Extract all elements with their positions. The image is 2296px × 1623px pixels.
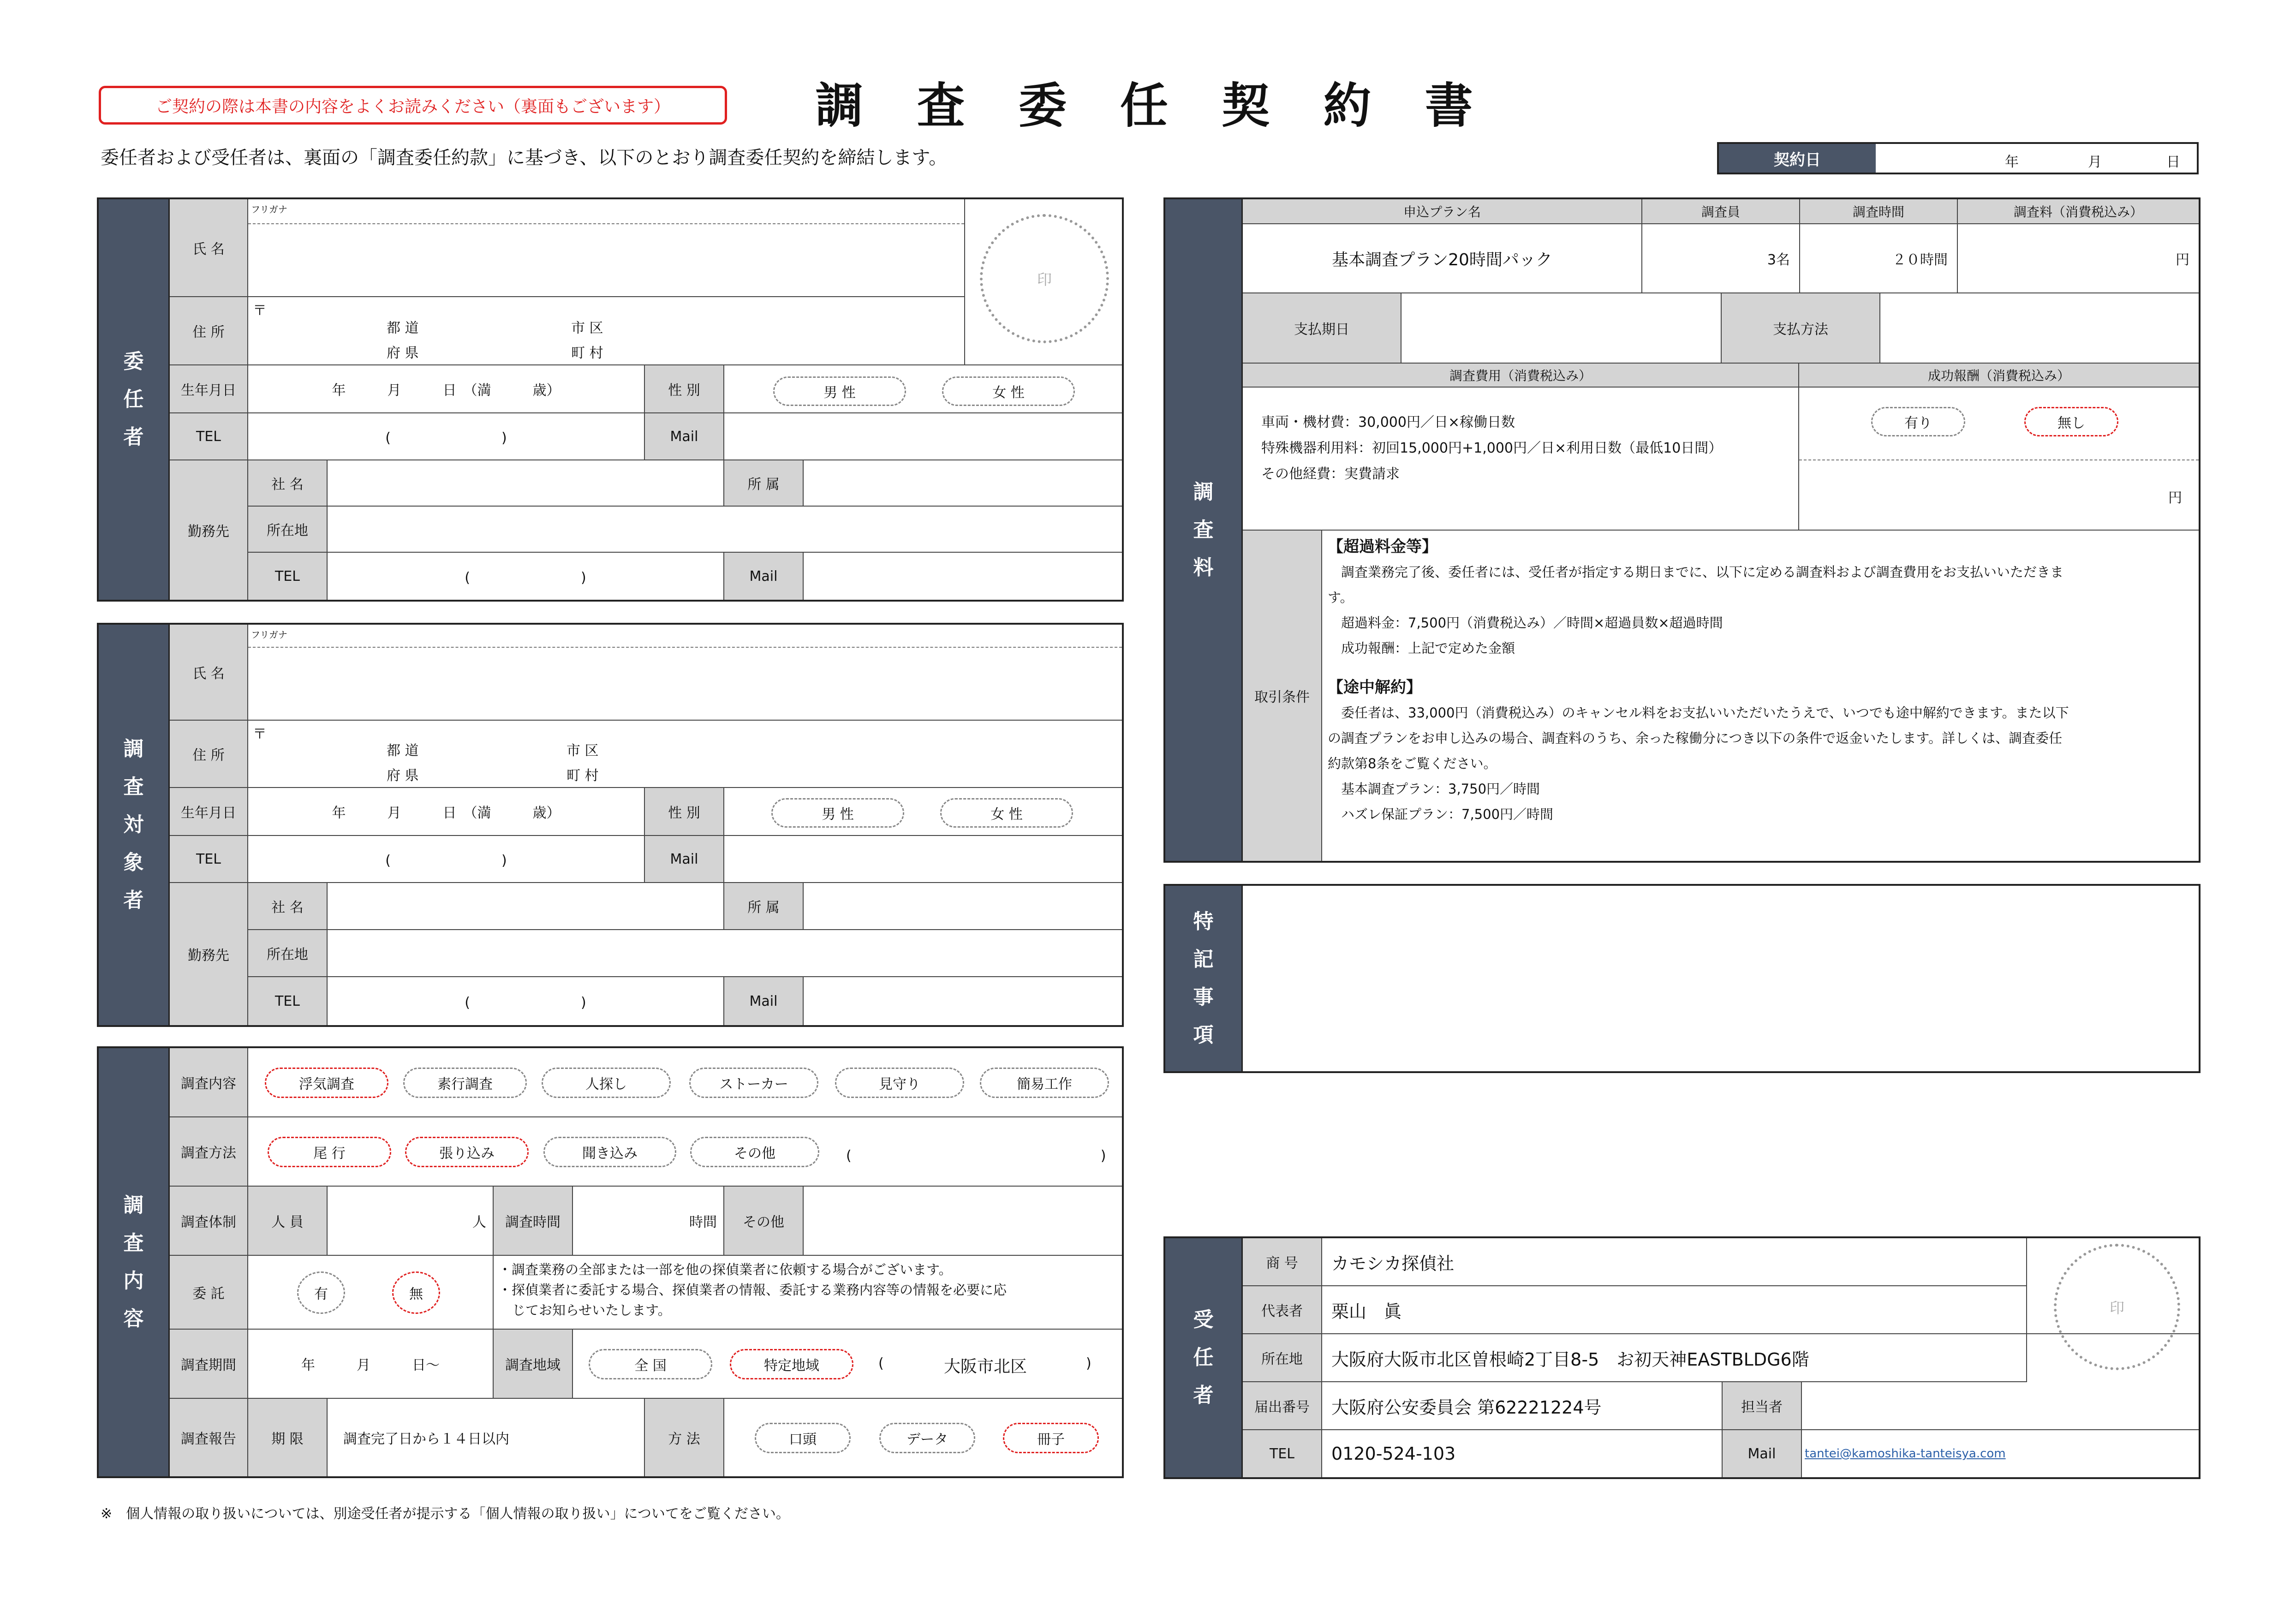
intro-text: 委任者および受任者は、裏面の「調査委任約款」に基づき、以下のとおり調査委任契約を締結します。 <box>101 147 948 168</box>
client-location-label: 所在地 <box>248 507 328 553</box>
period-field[interactable]: 年 月 日〜 <box>248 1330 494 1399</box>
client-section <box>97 197 1124 602</box>
target-birth-field[interactable]: 年 月 日 （満 歳） <box>248 788 645 836</box>
target-work-mail-label: Mail <box>724 977 804 1025</box>
client-workplace-label: 勤務先 <box>170 460 248 600</box>
client-mail-field[interactable] <box>724 413 1122 460</box>
client-company-label: 社 名 <box>248 460 328 507</box>
delegate-options <box>248 1256 494 1330</box>
target-workplace-label: 勤務先 <box>170 883 248 1025</box>
hours-field[interactable]: 時間 <box>573 1187 724 1256</box>
target-tel-label: TEL <box>170 836 248 883</box>
footnote: ※ 個人情報の取り扱いについては、別途受任者が提示する「個人情報の取り扱い」についてをご覧ください。 <box>101 1506 790 1522</box>
target-company-label: 社 名 <box>248 883 328 930</box>
contract-date <box>1717 142 2199 174</box>
special-label: 特 記 事 項 <box>1165 886 1243 1071</box>
client-name-label: 氏 名 <box>170 199 248 297</box>
contract-date-year: 年 <box>2005 154 2019 170</box>
client-mail-label: Mail <box>645 413 724 460</box>
way-option-oral[interactable]: 口頭 <box>755 1423 851 1453</box>
client-dept-label: 所 属 <box>724 460 804 507</box>
cost-body: 車両・機材費：30,000円／日×稼働日数 特殊機器利用料：初回15,000円+1,000円／日×利用日数（最低10日間） その他経費：実費請求 <box>1243 388 1799 531</box>
client-work-tel-label: TEL <box>248 553 328 600</box>
client-address-label: 住 所 <box>170 297 248 365</box>
investigation-section <box>97 1046 1124 1478</box>
area-open-paren: ( <box>878 1355 884 1372</box>
target-dept-label: 所 属 <box>724 883 804 930</box>
method-option-tail[interactable]: 尾 行 <box>268 1137 391 1167</box>
contract-date-label: 契約日 <box>1719 144 1876 173</box>
contract-date-day: 日 <box>2166 154 2180 170</box>
client-tel-field[interactable]: ( ) <box>248 413 645 460</box>
hours-label: 調査時間 <box>494 1187 573 1256</box>
client-location-field[interactable] <box>328 507 1122 553</box>
area-option-specific[interactable]: 特定地域 <box>730 1349 853 1379</box>
period-label: 調査期間 <box>170 1330 248 1399</box>
delegate-no[interactable]: 無 <box>392 1271 440 1314</box>
target-mail-label: Mail <box>645 836 724 883</box>
client-work-tel-field[interactable]: ( ) <box>328 553 724 600</box>
target-address-field[interactable]: 〒 都 道 府 県 市 区 町 村 <box>248 721 1122 788</box>
target-name-field[interactable]: フリガナ <box>248 625 1122 721</box>
target-gender-female[interactable]: 女 性 <box>940 798 1073 828</box>
client-gender-label: 性 別 <box>645 365 724 413</box>
reg-label: 届出番号 <box>1243 1382 1322 1430</box>
fee-header: 調査料（消費税込み） <box>1958 199 2199 224</box>
target-gender-label: 性 別 <box>645 788 724 836</box>
staff-field[interactable]: 人 <box>328 1187 494 1256</box>
trade-label: 商 号 <box>1243 1238 1322 1286</box>
reg-value: 大阪府公安委員会 第62221224号 <box>1322 1382 1723 1430</box>
contractor-tel-value: 0120-524-103 <box>1322 1430 1723 1477</box>
terms-body: 【超過料金等】 調査業務完了後、委任者には、受任者が指定する期日までに、以下に定める調査料および調査費用をお支払いいただきま す。 超過料金：7,500円（消費税込み）／時間×超過員数×超過時間 成功報酬：上記で定めた金額 【途中解約】 委任者は、33,000円（消費税込み）のキャンセル料をお支払いいただいたうえで、いつでも途中解約できます。また以下 の調査プランをお申し込みの場合、調査料のうち、余った稼働分につき以下の条件で返金いたします。詳しくは、調査委任 約款第8条をご覧ください。 基本調査プラン：3,750円／時間 ハズレ保証プラン：7,500円／時間 <box>1322 531 2199 861</box>
client-gender-female[interactable]: 女 性 <box>942 376 1075 406</box>
addr-label: 所在地 <box>1243 1334 1322 1382</box>
cost-header: 調査費用（消費税込み） <box>1243 364 1799 388</box>
success-header: 成功報酬（消費税込み） <box>1799 364 2199 388</box>
fee-value[interactable]: 円 <box>1958 224 2199 293</box>
person-field[interactable] <box>1802 1382 2199 1430</box>
target-location-field[interactable] <box>328 930 1122 977</box>
special-section <box>1163 884 2201 1073</box>
target-work-mail-field[interactable] <box>804 977 1122 1025</box>
method-other-field[interactable]: ( ) <box>846 1148 1106 1164</box>
target-mail-field[interactable] <box>724 836 1122 883</box>
success-divider <box>1799 459 2199 460</box>
success-no[interactable]: 無し <box>2024 407 2118 436</box>
target-gender-male[interactable]: 男 性 <box>771 798 904 828</box>
success-yen: 円 <box>2168 490 2182 506</box>
target-name-label: 氏 名 <box>170 625 248 721</box>
area-value[interactable]: 大阪市北区 <box>944 1357 1027 1376</box>
pay-method-label: 支払方法 <box>1722 293 1880 364</box>
target-tel-field[interactable]: ( ) <box>248 836 645 883</box>
method-option-stakeout[interactable]: 張り込み <box>405 1137 529 1167</box>
client-work-mail-field[interactable] <box>804 553 1122 600</box>
client-name-field[interactable]: フリガナ <box>248 199 965 297</box>
fee-label: 調 査 料 <box>1165 199 1243 861</box>
contractor-tel-label: TEL <box>1243 1430 1322 1477</box>
hours-header: 調査時間 <box>1800 199 1958 224</box>
contract-date-month: 月 <box>2088 154 2102 170</box>
way-option-booklet[interactable]: 冊子 <box>1003 1423 1099 1453</box>
area-label: 調査地域 <box>494 1330 573 1399</box>
content-option-simple[interactable]: 簡易工作 <box>980 1068 1109 1098</box>
hours-value[interactable]: ２０時間 <box>1800 224 1958 293</box>
contractor-label: 受 任 者 <box>1165 1238 1243 1477</box>
rep-label: 代表者 <box>1243 1286 1322 1334</box>
pay-method-field[interactable] <box>1880 293 2199 364</box>
plan-header: 申込プラン名 <box>1243 199 1642 224</box>
delegate-label: 委 託 <box>170 1256 248 1330</box>
method-option-other[interactable]: その他 <box>690 1137 819 1167</box>
staff-header: 調査員 <box>1642 199 1800 224</box>
content-option-stalker[interactable]: ストーカー <box>689 1068 818 1098</box>
page-title: 調 査 委 任 契 約 書 <box>815 78 1491 134</box>
system-other-label: その他 <box>724 1187 804 1256</box>
client-gender-male[interactable]: 男 性 <box>773 376 906 406</box>
system-label: 調査体制 <box>170 1187 248 1256</box>
pay-date-field[interactable] <box>1401 293 1722 364</box>
client-seal-icon: 印 <box>980 214 1109 343</box>
target-address-label: 住 所 <box>170 721 248 788</box>
success-body <box>1799 388 2199 531</box>
deadline-label: 期 限 <box>248 1399 328 1476</box>
person-label: 担当者 <box>1723 1382 1802 1430</box>
notice-box: ご契約の際は本書の内容をよくお読みください（裏面もございます） <box>99 86 727 125</box>
area-option-nationwide[interactable]: 全 国 <box>589 1349 712 1379</box>
method-label: 調査方法 <box>170 1117 248 1187</box>
rep-value: 栗山 眞 <box>1322 1286 2027 1334</box>
target-section <box>97 623 1124 1027</box>
content-option-affair[interactable]: 浮気調査 <box>265 1068 388 1098</box>
way-option-data[interactable]: データ <box>879 1423 975 1453</box>
area-close-paren: ) <box>1086 1355 1091 1372</box>
staff-value[interactable]: 3名 <box>1642 224 1800 293</box>
target-company-field[interactable] <box>328 883 724 930</box>
content-option-search[interactable]: 人探し <box>542 1068 671 1098</box>
client-work-mail-label: Mail <box>724 553 804 600</box>
delegate-note: ・調査業務の全部または一部を他の探偵業者に依頼する場合がございます。 ・探偵業者に委託する場合、探偵業者の情報、委託する業務内容等の情報を必要に応 じてお知らせいたします。 <box>494 1256 1122 1330</box>
delegate-yes[interactable]: 有 <box>297 1271 345 1314</box>
deadline-field[interactable]: 調査完了日から１４日以内 <box>328 1399 645 1476</box>
target-work-tel-label: TEL <box>248 977 328 1025</box>
contractor-mail-value[interactable]: tantei@kamoshika-tanteisya.com <box>1802 1430 2199 1477</box>
system-other-field[interactable] <box>804 1187 1122 1256</box>
terms-label: 取引条件 <box>1243 531 1322 861</box>
client-tel-label: TEL <box>170 413 248 460</box>
client-birth-field[interactable]: 年 月 日 （満 歳） <box>248 365 645 413</box>
content-option-conduct[interactable]: 素行調査 <box>403 1068 527 1098</box>
client-label: 委 任 者 <box>99 199 170 600</box>
target-location-label: 所在地 <box>248 930 328 977</box>
contractor-section <box>1163 1236 2201 1479</box>
report-label: 調査報告 <box>170 1399 248 1476</box>
success-yes[interactable]: 有り <box>1871 407 1965 436</box>
content-option-watch[interactable]: 見守り <box>835 1068 964 1098</box>
target-birth-label: 生年月日 <box>170 788 248 836</box>
contractor-mail-label: Mail <box>1723 1430 1802 1477</box>
plan-value[interactable]: 基本調査プラン20時間パック <box>1243 224 1642 293</box>
target-label: 調 査 対 象 者 <box>99 625 170 1025</box>
trade-value: カモシカ探偵社 <box>1322 1238 2027 1286</box>
target-dept-field[interactable] <box>804 883 1122 930</box>
client-company-field[interactable] <box>328 460 724 507</box>
method-option-inquiry[interactable]: 聞き込み <box>543 1137 676 1167</box>
target-work-tel-field[interactable]: ( ) <box>328 977 724 1025</box>
special-field[interactable] <box>1243 886 2199 1071</box>
client-address-field[interactable]: 〒 都 道 府 県 市 区 町 村 <box>248 297 965 365</box>
content-label: 調査内容 <box>170 1048 248 1117</box>
pay-date-label: 支払期日 <box>1243 293 1401 364</box>
client-dept-field[interactable] <box>804 460 1122 507</box>
investigation-label: 調 査 内 容 <box>99 1048 170 1476</box>
client-birth-label: 生年月日 <box>170 365 248 413</box>
way-label: 方 法 <box>645 1399 724 1476</box>
contractor-seal-icon: 印 <box>2054 1244 2180 1370</box>
fee-section <box>1163 197 2201 863</box>
staff-label: 人 員 <box>248 1187 328 1256</box>
addr-value: 大阪府大阪市北区曽根崎2丁目8-5 お初天神EASTBLDG6階 <box>1322 1334 2027 1382</box>
